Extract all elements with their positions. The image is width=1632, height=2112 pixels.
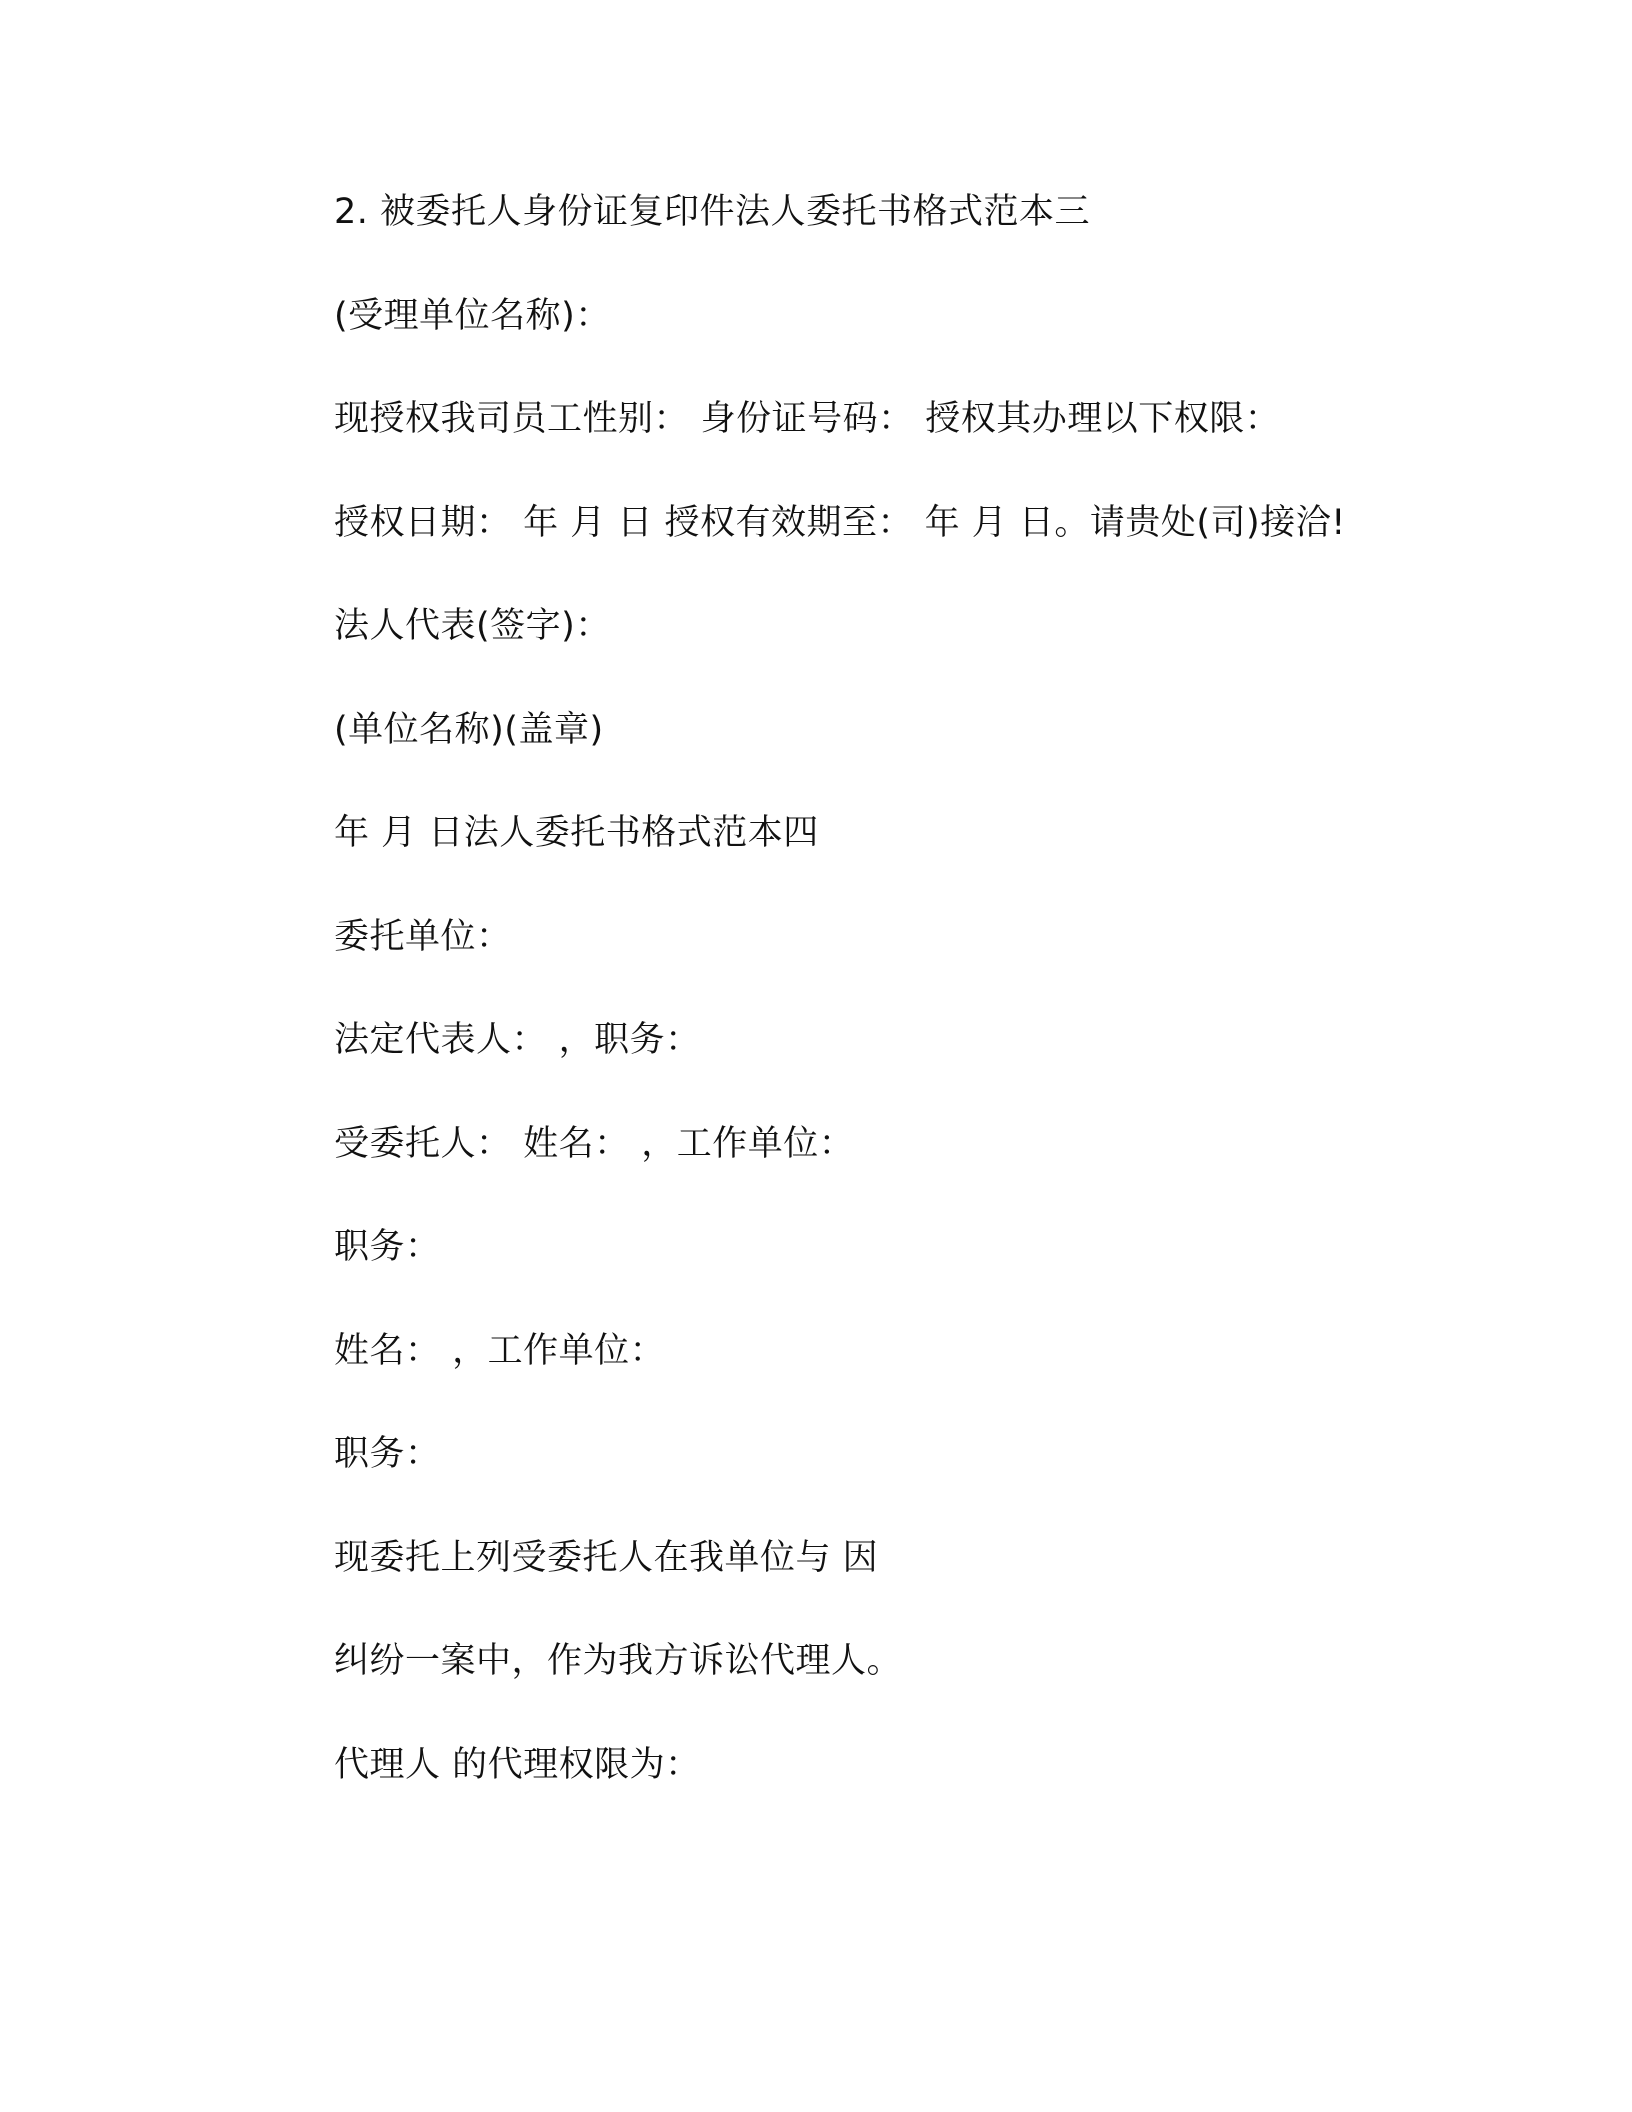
authorization-line: 现授权我司员工性别： 身份证号码： 授权其办理以下权限： [334,399,1281,439]
agent-name-line: 受委托人： 姓名： ，工作单位： [334,1123,855,1164]
organization-seal-line: (单位名称)(盖章) [334,709,604,750]
authorization-date-line: 授权日期： 年 月 日 授权有效期至： 年 月 日。请贵处(司)接洽! [334,502,1346,543]
document-body [334,190,1534,1846]
second-agent-position-line: 职务： [334,1434,441,1474]
litigation-agent-line: 纠纷一案中，作为我方诉讼代理人。 [334,1641,903,1681]
entrustment-statement-line: 现委托上列受委托人在我单位与 因 [334,1537,879,1578]
recipient-line: (受理单位名称)： [334,295,611,336]
second-agent-name-line: 姓名： ，工作单位： [334,1330,666,1371]
section-heading: 2. 被委托人身份证复印件法人委托书格式范本三 [334,192,1091,232]
agent-position-line: 职务： [334,1227,441,1267]
agency-authority-line: 代理人 的代理权限为： [334,1744,701,1785]
legal-representative-signature-line: 法人代表(签字)： [334,606,611,646]
date-and-template-heading: 年 月 日法人委托书格式范本四 [334,813,819,853]
entrusting-unit-line: 委托单位： [334,916,512,957]
legal-representative-line: 法定代表人： ，职务： [334,1020,701,1060]
